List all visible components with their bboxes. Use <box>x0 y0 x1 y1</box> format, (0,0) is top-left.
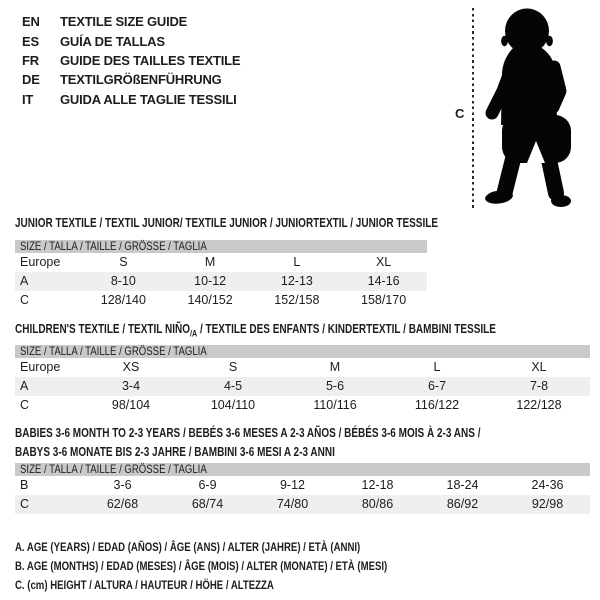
age-cell: 12-13 <box>280 274 313 288</box>
language-title: GUIDA ALLE TAGLIE TESSILI <box>60 91 237 107</box>
language-title: GUIDE DES TAILLES TEXTILE <box>60 52 241 68</box>
size-cell: XL <box>375 255 392 269</box>
note-a-text: A. AGE (YEARS) / EDAD (AÑOS) / ÂGE (ANS) / ALTER (JAHRE) / ETÀ (ANNI) <box>15 540 361 554</box>
row-label: Europe <box>20 255 61 269</box>
height-cell: 62/68 <box>106 497 139 511</box>
months-cell: 18-24 <box>446 478 479 492</box>
size-header-bar <box>15 240 427 253</box>
language-code: EN <box>22 14 40 30</box>
table-row-b <box>15 476 590 495</box>
size-header-bar <box>15 345 590 358</box>
age-cell: 10-12 <box>194 274 227 288</box>
language-code: FR <box>22 52 39 68</box>
height-cell: 92/98 <box>531 497 564 511</box>
table-row-a <box>15 272 427 291</box>
children-size-table <box>15 345 590 415</box>
language-row-fr <box>22 51 240 70</box>
months-cell: 24-36 <box>531 478 564 492</box>
age-cell: 6-7 <box>427 379 447 393</box>
height-measure-label: C <box>455 106 465 121</box>
note-b-text: B. AGE (MONTHS) / EDAD (MESES) / ÂGE (MOIS) / ALTER (MONATE) / ETÀ (MESI) <box>15 559 388 573</box>
junior-table-title <box>15 216 544 231</box>
row-label: B <box>20 478 29 492</box>
row-label: Europe <box>20 360 61 374</box>
table-row-europe <box>15 253 427 272</box>
table-row-europe <box>15 358 590 377</box>
language-title: TEXTILE SIZE GUIDE <box>60 14 188 30</box>
height-measure-line <box>472 8 474 210</box>
height-cell: 128/140 <box>100 293 146 307</box>
months-cell: 12-18 <box>361 478 394 492</box>
table-row-c <box>15 495 590 514</box>
row-label: C <box>20 497 30 511</box>
title-part: CHILDREN'S TEXTILE / TEXTIL NIÑO <box>15 322 190 336</box>
height-cell: 152/158 <box>274 293 320 307</box>
size-cell: M <box>329 360 341 374</box>
months-cell: 3-6 <box>113 478 132 492</box>
language-code: DE <box>22 72 40 88</box>
children-table-title <box>15 322 600 337</box>
language-row-en <box>22 12 240 31</box>
size-cell: M <box>204 255 216 269</box>
size-cell: L <box>293 255 301 269</box>
babies-table-title-line2 <box>15 445 415 460</box>
height-cell: 158/170 <box>361 293 407 307</box>
age-cell: 5-6 <box>325 379 345 393</box>
size-cell: XS <box>122 360 140 374</box>
size-cell: L <box>433 360 441 374</box>
children-table-title-text <box>15 322 496 342</box>
size-header-label: SIZE / TALLA / TAILLE / GRÖSSE / TAGLIA <box>20 344 207 358</box>
title-part: / TEXTILE DES ENFANTS / KINDERTEXTIL / BAMBINI TESSILE <box>197 322 496 336</box>
size-cell: XL <box>531 360 547 374</box>
age-cell: 8-10 <box>110 274 136 288</box>
height-cell: 86/92 <box>446 497 479 511</box>
age-cell: 14-16 <box>367 274 400 288</box>
babies-table-title-text: BABIES 3-6 MONTH TO 2-3 YEARS / BEBÉS 3-6 MESES A 2-3 AÑOS / BÉBÉS 3-6 MOIS À 2-3 ANS / <box>15 426 481 440</box>
row-label: A <box>20 379 29 393</box>
height-cell: 98/104 <box>111 398 151 412</box>
size-cell: S <box>228 360 238 374</box>
row-label: A <box>20 274 29 288</box>
language-row-de <box>22 70 240 89</box>
months-cell: 9-12 <box>279 478 306 492</box>
table-row-a <box>15 377 590 396</box>
table-row-c <box>15 291 427 310</box>
language-row-es <box>22 31 240 50</box>
months-cell: 6-9 <box>198 478 217 492</box>
size-header-bar <box>15 463 590 476</box>
babies-size-table <box>15 463 590 514</box>
language-code: IT <box>22 91 34 107</box>
babies-table-title-line1 <box>15 426 597 441</box>
height-cell: 80/86 <box>361 497 394 511</box>
height-cell: 140/152 <box>187 293 233 307</box>
age-cell: 3-4 <box>121 379 141 393</box>
junior-size-table <box>15 240 427 310</box>
language-title: GUÍA DE TALLAS <box>60 33 165 49</box>
title-subscript: /A <box>189 328 198 339</box>
row-label: C <box>20 398 30 412</box>
size-header-label: SIZE / TALLA / TAILLE / GRÖSSE / TAGLIA <box>20 239 207 253</box>
age-cell: 7-8 <box>529 379 549 393</box>
height-cell: 74/80 <box>276 497 309 511</box>
age-cell: 4-5 <box>223 379 243 393</box>
note-b <box>15 557 480 576</box>
size-header-label: SIZE / TALLA / TAILLE / GRÖSSE / TAGLIA <box>20 462 207 476</box>
note-c-text: C. (cm) HEIGHT / ALTURA / HAUTEUR / HÖHE / ALTEZZA <box>15 578 274 592</box>
height-cell: 68/74 <box>191 497 224 511</box>
language-row-it <box>22 90 240 109</box>
language-guide-block <box>22 12 240 109</box>
height-cell: 110/116 <box>313 398 357 412</box>
table-row-c <box>15 396 590 415</box>
babies-table-title-text: BABYS 3-6 MONATE BIS 2-3 JAHRE / BAMBINI 3-6 MESI A 2-3 ANNI <box>15 445 335 459</box>
language-title: TEXTILGRÖßENFÜHRUNG <box>60 72 222 88</box>
height-cell: 104/110 <box>210 398 256 412</box>
junior-table-title-text: JUNIOR TEXTILE / TEXTIL JUNIOR/ TEXTILE JUNIOR / JUNIORTEXTIL / JUNIOR TESSILE <box>15 216 439 230</box>
size-cell: S <box>119 255 128 269</box>
height-cell: 116/122 <box>414 398 460 412</box>
height-cell: 122/128 <box>516 398 562 412</box>
note-a <box>15 538 447 557</box>
note-c <box>15 576 339 595</box>
toddler-silhouette-image <box>478 5 580 210</box>
language-code: ES <box>22 33 39 49</box>
row-label: C <box>20 293 30 307</box>
